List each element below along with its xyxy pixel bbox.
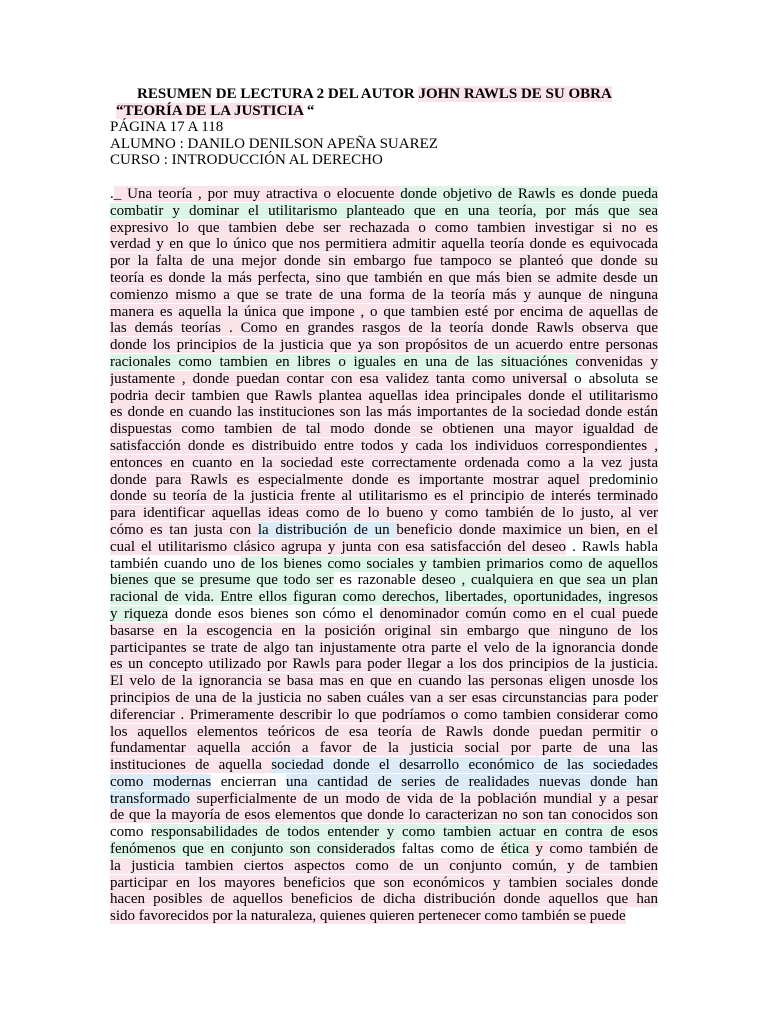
highlighted-text: racional de vida. Entre ellos figuran como derechos, libertades, oportunidades, ingresos: [110, 589, 658, 606]
text-segment: para poder: [587, 689, 658, 706]
text-line: [110, 791, 658, 808]
highlighted-text: hacen posibles de aquellos beneficios de dicha distribución donde aquellos que han: [110, 891, 658, 908]
text-line: [110, 707, 658, 724]
text-line: [110, 287, 658, 304]
text-line: [110, 253, 658, 270]
highlighted-text: donde los principios de la justicia que ya son propósitos de un acuerdo entre personas: [110, 337, 658, 354]
highlighted-text: donde objetivo de Rawls es donde pueda: [400, 186, 658, 202]
text-line: [110, 807, 658, 824]
highlighted-text: dispuestas como tambien de tal modo donde se obtienen una mayor igualdad de: [110, 421, 658, 438]
text-line: [110, 757, 658, 774]
highlighted-text: combatir y dominar el utilitarismo planteado que en una teoría, por más que sea: [110, 202, 658, 219]
text-line: [110, 623, 658, 640]
highlighted-text: superficialmente de un modo de vida de la población mundial y a pesar: [189, 790, 658, 807]
highlighted-text: es un concepto utilizado por Rawls para poder llegar a los dos principios de la justicia.: [110, 656, 658, 673]
text-line: [110, 455, 658, 472]
highlighted-text: satisfacción donde es distribuido entre todos y cada los individuos correspondientes ,: [110, 437, 658, 454]
text-segment: donde esos bienes son cómo el: [168, 605, 380, 622]
highlighted-text: ética: [500, 841, 530, 858]
text-segment: .: [110, 186, 114, 202]
document-header: [110, 86, 660, 169]
highlighted-text: podria decir tambien que Rawls plantea aquellas idea principales donde el utilitarismo: [110, 387, 658, 404]
text-line: [110, 690, 658, 707]
text-line: [110, 388, 658, 405]
text-line: [110, 203, 658, 220]
highlighted-text: como modernas: [110, 773, 212, 790]
text-line: [110, 220, 658, 237]
highlighted-text: cual el utilitarismo clásico agrupa y junta con esa satisfacción del deseo: [110, 538, 566, 555]
text-segment: o absoluta se: [567, 370, 658, 387]
highlighted-text: para identificar aquellas ideas como de lo bueno y como también de lo justo, al ver: [110, 505, 658, 522]
text-line: [110, 572, 658, 589]
text-line: [110, 354, 658, 371]
highlighted-text: justamente , donde puedan contar con esa validez tanta como universal: [110, 370, 568, 387]
highlighted-text: por la falta de una mejor donde sin embargo fue tampoco se planteó que donde su: [110, 253, 658, 270]
text-line: [110, 320, 658, 337]
highlighted-text: beneficio donde maximice un bien, en el: [396, 521, 658, 538]
highlighted-text: diferenciar . Primeramente describir lo que podríamos o como tambien considerar como: [110, 706, 658, 723]
highlighted-text: donde su teoría de la justicia frente al utilitarismo es el principio de interés terminado: [110, 488, 658, 505]
highlighted-text: transformado: [110, 790, 190, 807]
text-segment: encierran: [211, 773, 287, 790]
highlighted-text: comienzo mismo a que se trate de una forma de la teoría más y aunque de ninguna: [110, 286, 658, 303]
text-line: [110, 589, 658, 606]
highlighted-text: entonces en cuanto en la sociedad este correctamente ordenada como a la vez justa: [110, 454, 658, 471]
text-line: [110, 488, 658, 505]
highlighted-text: de que la mayoría de esos elementos que donde lo caracterizan no son tan conocidos son: [110, 807, 658, 824]
highlighted-text: sido favorecidos por la naturaleza, quienes quieren: [110, 908, 415, 925]
highlighted-text: es donde en cuando las instituciones son las más importantes de la sociedad donde están: [110, 404, 658, 421]
text-line: [110, 656, 658, 673]
highlighted-text: de los bienes como sociales y tambien primarios como de aquellos: [240, 555, 658, 572]
text-segment: es razonable: [333, 572, 422, 589]
text-line: [110, 875, 658, 892]
text-segment: RESUMEN DE LECTURA 2 DEL AUTOR: [137, 86, 419, 102]
text-segment: faltas como de: [395, 841, 501, 858]
text-line: [110, 505, 658, 522]
text-line: [110, 438, 658, 455]
highlighted-text: convenidas y: [575, 353, 658, 370]
text-line: [110, 908, 658, 925]
text-line: [110, 186, 658, 203]
highlighted-text: verdad y en que lo único que nos permitiera admitir aquella teoría donde es equivocada: [110, 236, 658, 253]
highlighted-text: los aquellos elementos teóricos de esa teoría de Rawls donde puedan permitir o: [110, 723, 658, 740]
text-segment: . Rawls habla: [566, 538, 658, 555]
text-line: [110, 522, 658, 539]
text-line: [110, 824, 658, 841]
text-line: [110, 556, 658, 573]
highlighted-text: sociedad donde el desarrollo económico de las sociedades: [271, 757, 658, 774]
text-line: [110, 841, 658, 858]
document-title-line-1: [110, 86, 660, 103]
text-segment: predominio: [588, 471, 658, 488]
highlighted-text: deseo , cualquiera en que sea un plan: [421, 572, 658, 589]
text-line: [110, 472, 658, 489]
student-line: ALUMNO : DANILO DENILSON APEÑA SUAREZ: [110, 135, 438, 152]
highlighted-text: pertenecer como también se puede: [414, 908, 626, 925]
highlighted-text: basarse en la escogencia en la posición original sin embargo que ninguno de los: [110, 622, 658, 639]
highlighted-text: y como también de: [529, 841, 658, 858]
highlighted-text: “TEORÍA DE LA JUSTICIA: [116, 102, 304, 119]
document-title-line-2: [110, 103, 660, 120]
highlighted-text: manera es aquella la única que impone , o que tambien esté por encima de aquellas de: [110, 303, 658, 320]
text-line: [110, 740, 658, 757]
highlighted-text: participantes se trate de algo tan injustamente otra parte el velo de la ignorancia donde: [110, 639, 658, 656]
text-line: [110, 858, 658, 875]
pages-line: PÁGINA 17 A 118: [110, 119, 224, 135]
highlighted-text: fenómenos que en conjunto son considerados: [110, 841, 396, 858]
text-line: [110, 304, 658, 321]
highlighted-text: instituciones de aquella: [110, 757, 272, 774]
text-line: [110, 337, 658, 354]
text-line: [110, 774, 658, 791]
highlighted-text: JOHN RAWLS DE SU OBRA: [418, 86, 612, 102]
text-line: [110, 270, 658, 287]
highlighted-text: participar en los mayores beneficios que son económicos y tambien sociales donde: [110, 874, 658, 891]
highlighted-text: y riqueza: [110, 605, 169, 622]
highlighted-text: la justicia tambien ciertos aspectos como de un conjunto común, y de tambien: [110, 857, 658, 874]
text-line: [110, 724, 658, 741]
highlighted-text: teoría es donde la más perfecta, sino que también en que más bien se admite desde un: [110, 269, 658, 286]
highlighted-text: principios de una de la justicia no saben cuáles van a ser esas circunstancias: [110, 689, 588, 706]
highlighted-text: donde para Rawls es especialmente donde es importante mostrar aquel: [110, 471, 589, 488]
highlighted-text: _ Una teoría , por muy atractiva o elocuente: [113, 186, 401, 202]
highlighted-text: expresivo lo que tambien debe ser rechazada o como tambien investigar si no es: [110, 219, 658, 236]
highlighted-text: cómo es tan justa con: [110, 521, 258, 538]
highlighted-text: denominador común como en el cual puede: [379, 605, 658, 622]
text-line: [110, 606, 658, 623]
text-segment: “: [303, 102, 315, 119]
highlighted-text: fundamentar aquella acción a favor de la justicia social por parte de una las: [110, 740, 658, 757]
text-line: [110, 673, 658, 690]
text-line: [110, 404, 658, 421]
highlighted-text: la distribución de un: [257, 521, 397, 538]
text-line: [110, 371, 658, 388]
course-line: CURSO : INTRODUCCIÓN AL DERECHO: [110, 152, 383, 168]
text-line: [110, 891, 658, 908]
highlighted-text: racionales como tambien en libres o iguales en una de las situaciónes: [110, 353, 576, 370]
highlighted-text: una cantidad de series de realidades nuevas donde han: [286, 773, 658, 790]
summary-paragraph: [110, 186, 658, 925]
text-line: [110, 539, 658, 556]
text-segment: como: [110, 824, 152, 841]
text-line: [110, 421, 658, 438]
highlighted-text: bienes que se presume que todo ser: [110, 572, 334, 589]
text-line: [110, 236, 658, 253]
highlighted-text: responsabilidades de todos entender y como tambien actuar en contra de esos: [151, 824, 658, 841]
highlighted-text: las demás teorías . Como en grandes rasgos de la teoría donde Rawls observa que: [110, 320, 658, 337]
highlighted-text: El velo de la ignorancia se basa mas en que en cuando las personas eligen unosde los: [110, 673, 658, 690]
text-segment: también cuando uno: [110, 555, 241, 572]
text-line: [110, 640, 658, 657]
